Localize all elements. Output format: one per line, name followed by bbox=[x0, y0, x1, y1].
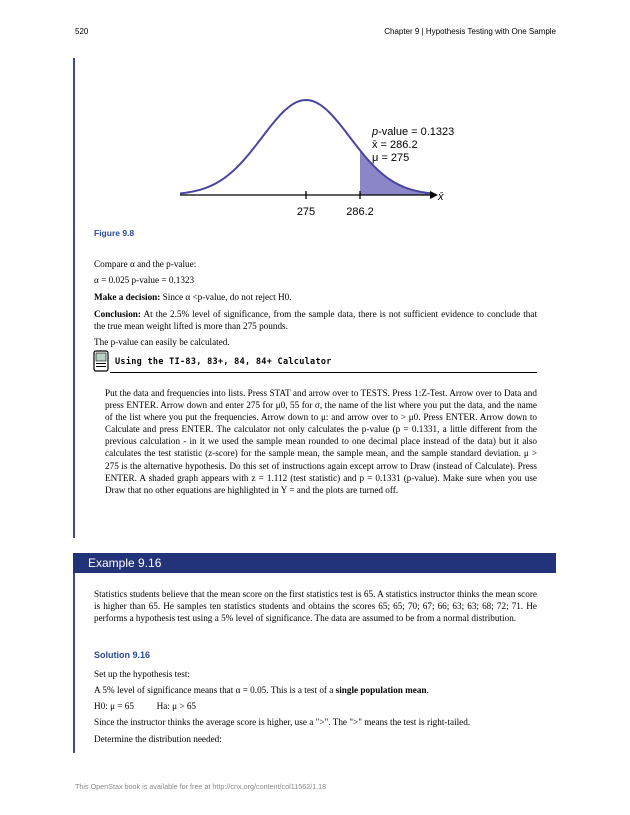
decision-text: Since α <p-value, do not reject H0. bbox=[162, 292, 292, 302]
level-suffix: . bbox=[426, 685, 429, 695]
annotation-mu: μ = 275 bbox=[372, 152, 410, 164]
alpha-line: α = 0.025 p-value = 0.1323 bbox=[94, 275, 195, 285]
example-text: Statistics students believe that the mean score on the first statistics test is 65. A statistics instructor thinks the mean score is higher than 65. He samples ten statistics students and obtains the scores 65; 65; 70; 67; 66; 63; 63; 68; 72; 71. He performs a hypothesis test using a 5% level of significance. The data are assumed to be from a normal distribution. bbox=[94, 589, 537, 623]
alt-hypothesis: Ha: μ > 65 bbox=[156, 701, 197, 711]
annotation-xbar: x̄ = 286.2 bbox=[372, 139, 418, 151]
level-text bbox=[94, 684, 537, 696]
figure-label: Figure 9.8 bbox=[94, 228, 135, 238]
solution-title: Solution 9.16 bbox=[94, 650, 151, 660]
left-rule-bottom bbox=[73, 573, 75, 753]
left-rule-top bbox=[73, 58, 75, 538]
calculator-title: Using the TI-83, 83+, 84, 84+ Calculator bbox=[115, 357, 332, 367]
calculator-instructions: Put the data and frequencies into lists. Press STAT and arrow over to TESTS. Press 1:Z-Test. Arrow over to Data and press ENTER. Arrow down and enter 275 for μ0, 55 for σ, the name of the list where you put the data, and the name of the list where you put the frequencies. Arrow down to μ: and arrow over to > μ0. Press ENTER. Arrow down to Calculate and press ENTER. The calculator not only calculates the p-value (p = 0.1331, a little different from the previous calculation - in it we used the sample mean rounded to one decimal place instead of the data) but it also calculates the test statistic (z-score) for the sample mean, the sample mean, and the sample standard deviation. μ > 275 is the alternative hypothesis. Do this set of instructions again except arrow to Draw (instead of Calculate). Press ENTER. A shaded graph appears with z = 1.112 (test statistic) and p = 0.1331 (p-value). Make sure when you use Draw that no other equations are highlighted in Y = and the plots are turned off. bbox=[105, 388, 537, 495]
calculator-rule bbox=[110, 372, 537, 373]
page-number: 520 bbox=[75, 27, 89, 36]
conclusion-label: Conclusion: bbox=[94, 309, 141, 319]
x-axis-arrow bbox=[430, 191, 438, 199]
calculator-icon bbox=[93, 350, 109, 372]
annotation-pvalue: p-value = 0.1323 bbox=[372, 126, 455, 138]
null-hypothesis: H0: μ = 65 bbox=[94, 701, 134, 711]
example-title: Example 9.16 bbox=[88, 556, 162, 570]
tick-label-286: 286.2 bbox=[346, 206, 374, 218]
conclusion-paragraph bbox=[94, 308, 537, 332]
tick-label-275: 275 bbox=[296, 206, 316, 218]
level-prefix: A 5% level of significance means that α = 0.05. This is a test of a bbox=[94, 685, 336, 695]
setup-text: Set up the hypothesis test: bbox=[94, 669, 190, 679]
chapter-header: Chapter 9 | Hypothesis Testing with One Sample bbox=[384, 27, 556, 36]
since-text: Since the instructor thinks the average score is higher, use a ">". The ">" means the test is right-tailed. bbox=[94, 717, 471, 727]
example-header-bar bbox=[73, 553, 556, 573]
conclusion-text: At the 2.5% level of significance, from the sample data, there is not sufficient evidence to conclude that the true mean weight lifted is more than 275 pounds. bbox=[94, 309, 537, 331]
footer-text: This OpenStax book is available for free at http://cnx.org/content/col11562/1.18 bbox=[75, 782, 327, 791]
decision-paragraph bbox=[94, 291, 537, 303]
calculated-text: The p-value can easily be calculated. bbox=[94, 337, 230, 347]
decision-label: Make a decision: bbox=[94, 292, 161, 302]
axis-variable-label: x̄ bbox=[438, 191, 444, 203]
distribution-text: Determine the distribution needed: bbox=[94, 734, 222, 744]
hypotheses-line bbox=[94, 700, 537, 712]
level-bold: single population mean bbox=[335, 685, 427, 695]
normal-distribution-figure bbox=[170, 90, 460, 222]
compare-text: Compare α and the p-value: bbox=[94, 259, 197, 269]
